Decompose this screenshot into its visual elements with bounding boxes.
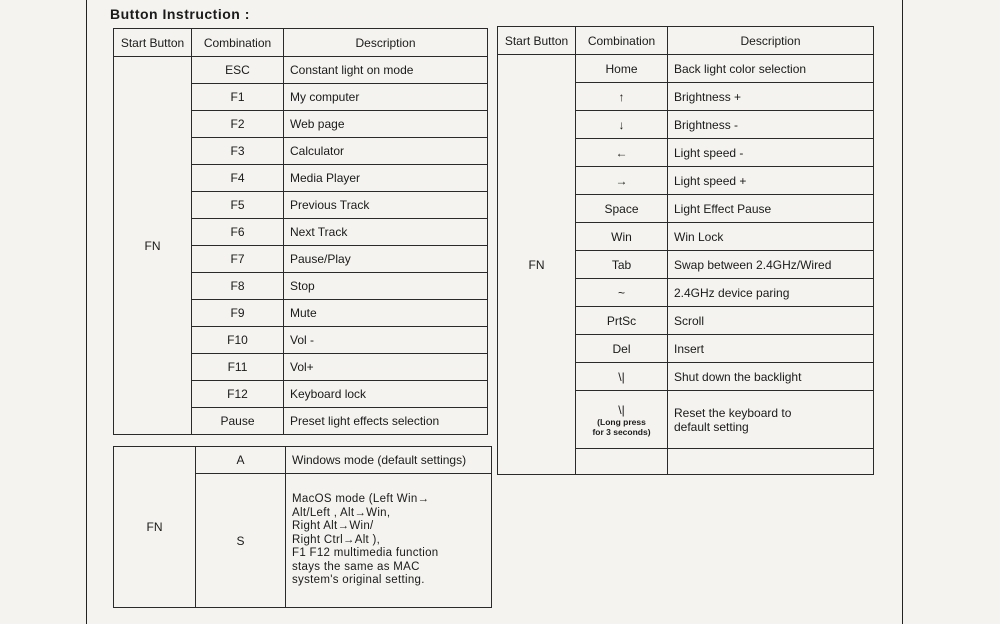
table-header-row <box>114 29 488 57</box>
combination-cell: F6 <box>192 219 284 246</box>
combination-cell: ↓ <box>576 111 668 139</box>
combination-cell: F3 <box>192 138 284 165</box>
page-border-right <box>902 0 903 624</box>
header-combination: Combination <box>576 27 668 55</box>
table-row <box>498 55 874 83</box>
fn-function-table-left <box>113 28 488 435</box>
combination-cell: F9 <box>192 300 284 327</box>
header-start-button: Start Button <box>498 27 576 55</box>
description-cell: Insert <box>668 335 874 363</box>
description-cell: Web page <box>284 111 488 138</box>
description-cell: Keyboard lock <box>284 381 488 408</box>
description-cell: MacOS mode (Left Win→ Alt/Left , Alt→Win, Right Alt→Win/ Right Ctrl→Alt ), F1 F12 multimedia function stays the same as MAC system's original setting. <box>286 474 492 608</box>
table-row <box>114 447 492 474</box>
combination-cell: Home <box>576 55 668 83</box>
combination-cell: → <box>576 167 668 195</box>
combination-cell: Del <box>576 335 668 363</box>
combination-cell: S <box>196 474 286 608</box>
combination-cell: F12 <box>192 381 284 408</box>
combination-cell: ~ <box>576 279 668 307</box>
combination-cell: F1 <box>192 84 284 111</box>
combination-cell: F8 <box>192 273 284 300</box>
combination-cell: F10 <box>192 327 284 354</box>
description-cell: 2.4GHz device paring <box>668 279 874 307</box>
combination-cell: F4 <box>192 165 284 192</box>
description-cell: Next Track <box>284 219 488 246</box>
description-cell: Brightness - <box>668 111 874 139</box>
combination-cell: Pause <box>192 408 284 435</box>
combination-cell: ← <box>576 139 668 167</box>
description-cell: Preset light effects selection <box>284 408 488 435</box>
section-title: Button Instruction : <box>110 6 250 22</box>
combination-cell: \| <box>576 363 668 391</box>
header-combination: Combination <box>192 29 284 57</box>
combination-cell <box>576 391 668 449</box>
description-cell: Stop <box>284 273 488 300</box>
description-cell: Constant light on mode <box>284 57 488 84</box>
description-cell: Light speed - <box>668 139 874 167</box>
combination-cell: Space <box>576 195 668 223</box>
description-cell: Swap between 2.4GHz/Wired <box>668 251 874 279</box>
start-button-cell: FN <box>114 57 192 435</box>
combination-cell: PrtSc <box>576 307 668 335</box>
page-border-left <box>86 0 87 624</box>
description-cell: Light speed + <box>668 167 874 195</box>
description-cell: Win Lock <box>668 223 874 251</box>
description-cell: Shut down the backlight <box>668 363 874 391</box>
table-header-row <box>498 27 874 55</box>
header-description: Description <box>284 29 488 57</box>
header-start-button: Start Button <box>114 29 192 57</box>
description-cell-empty <box>668 449 874 475</box>
description-cell: Vol+ <box>284 354 488 381</box>
description-cell: Vol - <box>284 327 488 354</box>
combination-cell: F5 <box>192 192 284 219</box>
description-cell: Brightness + <box>668 83 874 111</box>
description-cell: Pause/Play <box>284 246 488 273</box>
description-cell: Back light color selection <box>668 55 874 83</box>
combination-cell: F11 <box>192 354 284 381</box>
table-row <box>114 57 488 84</box>
description-cell: Light Effect Pause <box>668 195 874 223</box>
combination-cell: A <box>196 447 286 474</box>
description-cell: Media Player <box>284 165 488 192</box>
description-cell: Mute <box>284 300 488 327</box>
combination-cell: Tab <box>576 251 668 279</box>
description-cell: My computer <box>284 84 488 111</box>
combination-cell: Win <box>576 223 668 251</box>
long-press-note: (Long press for 3 seconds) <box>592 416 651 437</box>
combination-cell: ESC <box>192 57 284 84</box>
description-cell: Windows mode (default settings) <box>286 447 492 474</box>
fn-function-table-right <box>497 26 874 475</box>
start-button-cell: FN <box>498 55 576 475</box>
description-cell: Calculator <box>284 138 488 165</box>
description-cell: Previous Track <box>284 192 488 219</box>
fn-mode-table <box>113 446 492 608</box>
combination-cell: ↑ <box>576 83 668 111</box>
combination-cell-empty <box>576 449 668 475</box>
header-description: Description <box>668 27 874 55</box>
combination-cell: F2 <box>192 111 284 138</box>
start-button-cell: FN <box>114 447 196 608</box>
combination-cell: F7 <box>192 246 284 273</box>
description-cell: Reset the keyboard to default setting <box>668 391 874 449</box>
description-cell: Scroll <box>668 307 874 335</box>
combination-key: \| <box>618 402 625 417</box>
